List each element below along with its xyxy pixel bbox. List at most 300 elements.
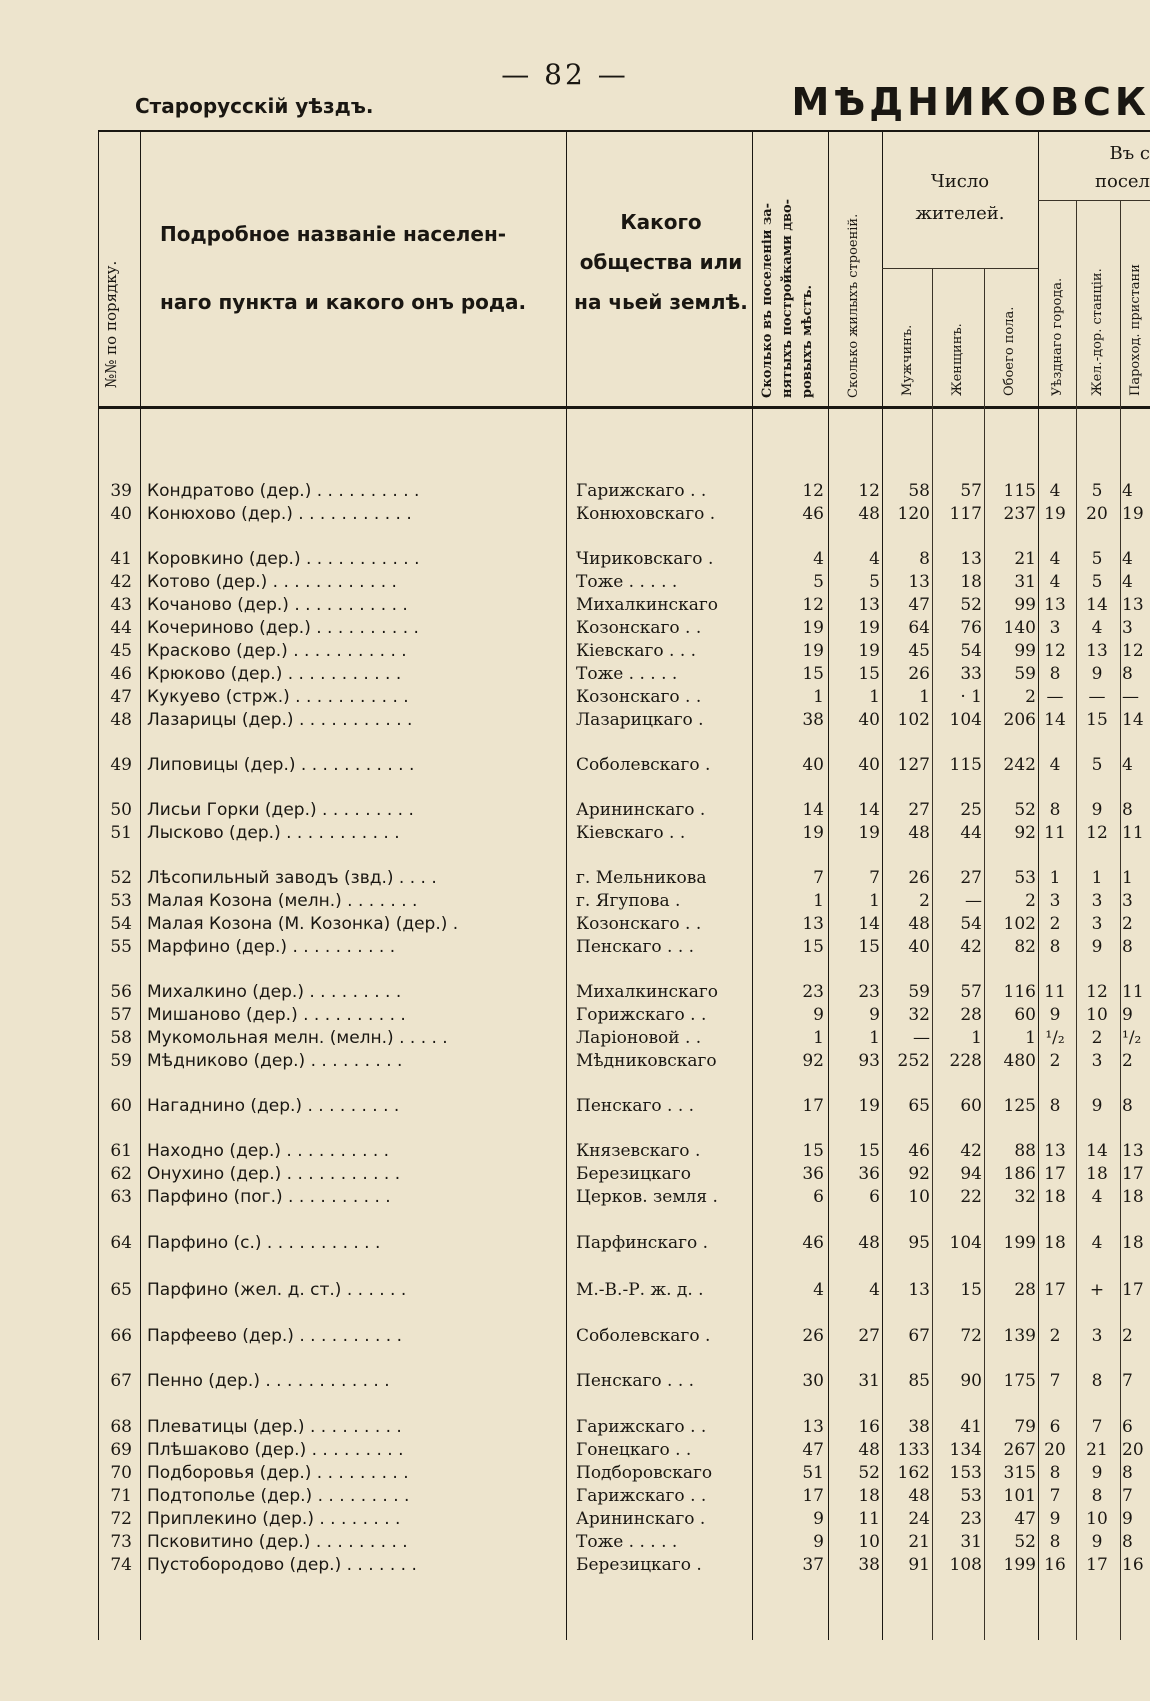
row-distance-town: 8 (1049, 1096, 1061, 1116)
table-row (0, 686, 1150, 708)
row-number: 74 (110, 1555, 132, 1575)
row-female: 54 (960, 641, 982, 661)
row-distance-pier: 8 (1122, 1463, 1133, 1483)
row-distance-town: 11 (1044, 823, 1066, 843)
row-society: Гарижскаго . . (576, 481, 707, 501)
row-yards: 46 (802, 1233, 824, 1253)
row-distance-rail: 12 (1086, 982, 1108, 1002)
table-header-rule (98, 406, 1150, 409)
row-distance-rail: 10 (1086, 1005, 1108, 1025)
row-distance-town: 9 (1049, 1005, 1061, 1025)
row-number: 69 (110, 1440, 132, 1460)
row-distance-rail: + (1089, 1280, 1105, 1300)
table-row (0, 640, 1150, 662)
row-distance-pier: 9 (1122, 1509, 1133, 1529)
row-female: 53 (960, 1486, 982, 1506)
row-name: Нагаднино (дер.) . . . . . . . . . (147, 1096, 400, 1116)
row-female: 104 (949, 1233, 982, 1253)
row-male: 13 (908, 1280, 930, 1300)
row-name: Кондратово (дер.) . . . . . . . . . . (147, 481, 420, 501)
row-both: 53 (1014, 868, 1036, 888)
row-number: 70 (110, 1463, 132, 1483)
row-distance-pier: 2 (1122, 914, 1133, 934)
row-both: 140 (1003, 618, 1036, 638)
row-distance-rail: 5 (1091, 755, 1103, 775)
row-distance-rail: 18 (1086, 1164, 1108, 1184)
table-row (0, 480, 1150, 502)
row-distance-town: 2 (1049, 1326, 1061, 1346)
row-name: Кочериново (дер.) . . . . . . . . . . (147, 618, 419, 638)
row-distance-town: 4 (1049, 572, 1061, 592)
row-distance-town: 4 (1049, 755, 1061, 775)
row-name: Мишаново (дер.) . . . . . . . . . . (147, 1005, 406, 1025)
row-name: Пенно (дер.) . . . . . . . . . . . . (147, 1371, 390, 1391)
row-both: 92 (1014, 823, 1036, 843)
table-row (0, 1554, 1150, 1576)
row-distance-rail: 7 (1091, 1417, 1103, 1437)
row-number: 40 (110, 504, 132, 524)
row-houses: 9 (869, 1005, 880, 1025)
header-number-label: №№ по порядку. (102, 260, 120, 388)
row-houses: 16 (858, 1417, 880, 1437)
table-row (0, 1279, 1150, 1301)
row-distance-rail: 14 (1086, 595, 1108, 615)
table-row (0, 1416, 1150, 1438)
row-number: 59 (110, 1051, 132, 1071)
row-female: 18 (960, 572, 982, 592)
row-female: 22 (960, 1187, 982, 1207)
row-number: 63 (110, 1187, 132, 1207)
row-name: Кочаново (дер.) . . . . . . . . . . . (147, 595, 408, 615)
table-row (0, 1186, 1150, 1208)
row-yards: 1 (813, 891, 824, 911)
row-distance-rail: 8 (1091, 1371, 1103, 1391)
row-name: Марфино (дер.) . . . . . . . . . . (147, 937, 396, 957)
header-name-line2: наго пункта и какого онъ рода. (160, 290, 527, 314)
row-society: Пенскаго . . . (576, 1371, 695, 1391)
row-name: Плеватицы (дер.) . . . . . . . . . (147, 1417, 402, 1437)
row-female: 13 (960, 549, 982, 569)
table-row (0, 1140, 1150, 1162)
row-yards: 19 (802, 641, 824, 661)
row-female: 60 (960, 1096, 982, 1116)
row-name: Лазарицы (дер.) . . . . . . . . . . . (147, 710, 413, 730)
page-number: — 82 — (501, 58, 629, 91)
table-row (0, 867, 1150, 889)
row-female: 41 (960, 1417, 982, 1437)
row-distance-town: 13 (1044, 1141, 1066, 1161)
row-distance-pier: 12 (1122, 641, 1144, 661)
row-both: 2 (1025, 891, 1036, 911)
row-name: Коровкино (дер.) . . . . . . . . . . . (147, 549, 420, 569)
row-houses: 14 (858, 800, 880, 820)
row-female: 54 (960, 914, 982, 934)
header-inhabitants (884, 166, 1036, 230)
row-number: 51 (110, 823, 132, 843)
row-number: 62 (110, 1164, 132, 1184)
row-houses: 14 (858, 914, 880, 934)
row-male: 120 (897, 504, 930, 524)
row-yards: 13 (802, 914, 824, 934)
table-row (0, 1163, 1150, 1185)
row-distance-pier: 4 (1122, 572, 1133, 592)
row-distance-rail: 5 (1091, 481, 1103, 501)
table-row (0, 503, 1150, 525)
row-houses: 7 (869, 868, 880, 888)
row-female: 153 (949, 1463, 982, 1483)
row-male: 24 (908, 1509, 930, 1529)
row-number: 58 (110, 1028, 132, 1048)
row-society: Тоже . . . . . (576, 664, 678, 684)
row-yards: 1 (813, 1028, 824, 1048)
table-row (0, 709, 1150, 731)
row-society: Михалкинскаго (576, 982, 718, 1002)
row-distance-rail: 10 (1086, 1509, 1108, 1529)
row-male: 27 (908, 800, 930, 820)
row-male: 59 (908, 982, 930, 1002)
row-distance-rail: 1 (1091, 868, 1103, 888)
row-distance-pier: 9 (1122, 1005, 1133, 1025)
row-society: Арининскаго . (576, 1509, 706, 1529)
row-both: 99 (1014, 595, 1036, 615)
row-number: 47 (110, 687, 132, 707)
row-society: Арининскаго . (576, 800, 706, 820)
row-houses: 1 (869, 1028, 880, 1048)
row-male: 95 (908, 1233, 930, 1253)
row-houses: 38 (858, 1555, 880, 1575)
row-name: Парфино (с.) . . . . . . . . . . . (147, 1233, 381, 1253)
row-distance-pier: 4 (1122, 549, 1133, 569)
row-distance-pier: 8 (1122, 1532, 1133, 1552)
table-row (0, 1232, 1150, 1254)
row-houses: 19 (858, 1096, 880, 1116)
row-distance-pier: 3 (1122, 618, 1133, 638)
row-female: 72 (960, 1326, 982, 1346)
header-to-pier (1124, 206, 1150, 402)
row-number: 64 (110, 1233, 132, 1253)
row-distance-pier: — (1122, 687, 1139, 707)
row-houses: 19 (858, 823, 880, 843)
row-name: Котово (дер.) . . . . . . . . . . . . (147, 572, 397, 592)
row-number: 48 (110, 710, 132, 730)
row-houses: 13 (858, 595, 880, 615)
row-distance-town: 8 (1049, 1532, 1061, 1552)
row-yards: 38 (802, 710, 824, 730)
row-distance-town: 14 (1044, 710, 1066, 730)
row-male: 21 (908, 1532, 930, 1552)
row-female: 104 (949, 710, 982, 730)
row-distance-pier: 18 (1122, 1233, 1144, 1253)
row-society: г. Ягупова . (576, 891, 681, 911)
row-society: Пенскаго . . . (576, 937, 695, 957)
header-society-line3: на чьей землѣ. (574, 290, 748, 314)
row-female: 134 (949, 1440, 982, 1460)
row-male: 10 (908, 1187, 930, 1207)
header-yards-line3: ровыхъ мѣстъ. (800, 285, 815, 398)
row-society: Конюховскаго . (576, 504, 716, 524)
row-male: 32 (908, 1005, 930, 1025)
row-distance-pier: 17 (1122, 1164, 1144, 1184)
row-both: 267 (1003, 1440, 1036, 1460)
row-both: 206 (1003, 710, 1036, 730)
table-row (0, 1027, 1150, 1049)
row-society: Соболевскаго . (576, 1326, 711, 1346)
row-distance-rail: 3 (1091, 1326, 1103, 1346)
row-yards: 26 (802, 1326, 824, 1346)
row-number: 56 (110, 982, 132, 1002)
row-distance-town: 3 (1049, 891, 1061, 911)
row-number: 73 (110, 1532, 132, 1552)
row-name: Псковитино (дер.) . . . . . . . . . (147, 1532, 408, 1552)
row-name: Липовицы (дер.) . . . . . . . . . . . (147, 755, 415, 775)
row-distance-rail: 9 (1091, 664, 1103, 684)
row-distance-pier: ¹/₂ (1122, 1028, 1142, 1048)
row-distance-town: 6 (1049, 1417, 1061, 1437)
row-yards: 36 (802, 1164, 824, 1184)
row-distance-pier: 8 (1122, 937, 1133, 957)
row-female: 15 (960, 1280, 982, 1300)
row-name: Мѣдниково (дер.) . . . . . . . . . (147, 1051, 403, 1071)
row-houses: 19 (858, 618, 880, 638)
row-society: Лазарицкаго . (576, 710, 704, 730)
row-distance-rail: 4 (1091, 1187, 1103, 1207)
row-name: Красково (дер.) . . . . . . . . . . . (147, 641, 407, 661)
row-houses: 15 (858, 664, 880, 684)
row-male: 91 (908, 1555, 930, 1575)
row-society: Кіевскаго . . (576, 823, 686, 843)
header-yards-line1: Сколько въ поселеніи за- (760, 202, 775, 398)
row-distance-pier: 3 (1122, 891, 1133, 911)
row-houses: 48 (858, 1233, 880, 1253)
row-distance-pier: 17 (1122, 1280, 1144, 1300)
row-distance-rail: 13 (1086, 641, 1108, 661)
row-male: 127 (897, 755, 930, 775)
table-row (0, 799, 1150, 821)
row-houses: 12 (858, 481, 880, 501)
row-name: Малая Козона (мелн.) . . . . . . . (147, 891, 418, 911)
row-distance-town: 1 (1049, 868, 1061, 888)
header-inhabitants-line2: жителей. (915, 203, 1005, 224)
row-distance-rail: 9 (1091, 937, 1103, 957)
row-male: 38 (908, 1417, 930, 1437)
table-row (0, 1004, 1150, 1026)
row-distance-town: 16 (1044, 1555, 1066, 1575)
row-distance-rail: 4 (1091, 1233, 1103, 1253)
row-both: 47 (1014, 1509, 1036, 1529)
row-society: Князевскаго . (576, 1141, 701, 1161)
row-both: 31 (1014, 572, 1036, 592)
row-female: 228 (949, 1051, 982, 1071)
row-distance-town: 8 (1049, 664, 1061, 684)
row-distance-pier: 18 (1122, 1187, 1144, 1207)
row-distance-town: ¹/₂ (1045, 1028, 1065, 1048)
row-society: М.-В.-Р. ж. д. . (576, 1280, 704, 1300)
row-society: Тоже . . . . . (576, 572, 678, 592)
district-title: Старорусскій уѣздъ. (135, 94, 374, 118)
row-distance-rail: 2 (1091, 1028, 1103, 1048)
row-name: Крюково (дер.) . . . . . . . . . . . (147, 664, 402, 684)
row-number: 53 (110, 891, 132, 911)
row-both: 99 (1014, 641, 1036, 661)
row-distance-pier: 20 (1122, 1440, 1144, 1460)
row-both: 315 (1003, 1463, 1036, 1483)
row-yards: 5 (813, 572, 824, 592)
row-distance-pier: 6 (1122, 1417, 1133, 1437)
row-yards: 4 (813, 549, 824, 569)
row-houses: 36 (858, 1164, 880, 1184)
table-row (0, 822, 1150, 844)
row-distance-pier: 7 (1122, 1486, 1133, 1506)
row-male: 13 (908, 572, 930, 592)
row-both: 28 (1014, 1280, 1036, 1300)
row-yards: 12 (802, 595, 824, 615)
header-both (990, 272, 1030, 402)
row-number: 67 (110, 1371, 132, 1391)
row-both: 102 (1003, 914, 1036, 934)
row-society: Козонскаго . . (576, 914, 702, 934)
row-distance-town: 18 (1044, 1187, 1066, 1207)
row-society: Гонецкаго . . (576, 1440, 692, 1460)
row-distance-rail: 12 (1086, 823, 1108, 843)
row-female: 42 (960, 937, 982, 957)
row-distance-town: 18 (1044, 1233, 1066, 1253)
table-row (0, 1095, 1150, 1117)
row-distance-rail: 20 (1086, 504, 1108, 524)
header-to-rail (1080, 206, 1118, 402)
row-houses: 11 (858, 1509, 880, 1529)
row-houses: 1 (869, 891, 880, 911)
row-number: 55 (110, 937, 132, 957)
row-yards: 17 (802, 1096, 824, 1116)
row-distance-rail: — (1088, 687, 1106, 707)
row-distance-rail: 4 (1091, 618, 1103, 638)
table-row (0, 1485, 1150, 1507)
table-top-rule (98, 130, 1150, 132)
row-houses: 19 (858, 641, 880, 661)
row-male: 45 (908, 641, 930, 661)
row-female: · 1 (960, 687, 982, 707)
row-society: Березицкаго . (576, 1555, 702, 1575)
row-both: 101 (1003, 1486, 1036, 1506)
row-number: 44 (110, 618, 132, 638)
row-name: Приплекино (дер.) . . . . . . . . (147, 1509, 401, 1529)
header-society-line1: Какого (620, 210, 702, 234)
row-name: Парфеево (дер.) . . . . . . . . . . (147, 1326, 403, 1346)
row-society: Тоже . . . . . (576, 1532, 678, 1552)
row-name: Онухино (дер.) . . . . . . . . . . . (147, 1164, 401, 1184)
row-distance-pier: 8 (1122, 1096, 1133, 1116)
row-yards: 12 (802, 481, 824, 501)
header-society (572, 202, 750, 322)
header-to-pier-label: Пароход. пристани (1128, 264, 1143, 396)
row-society: Церков. земля . (576, 1187, 718, 1207)
row-distance-town: 7 (1049, 1486, 1061, 1506)
header-distance (1040, 140, 1150, 196)
table-row (0, 1325, 1150, 1347)
row-yards: 9 (813, 1509, 824, 1529)
row-yards: 9 (813, 1005, 824, 1025)
row-male: 65 (908, 1096, 930, 1116)
row-distance-town: 3 (1049, 618, 1061, 638)
row-name: Конюхово (дер.) . . . . . . . . . . . (147, 504, 412, 524)
row-distance-rail: 9 (1091, 800, 1103, 820)
row-male: 40 (908, 937, 930, 957)
row-name: Подборовья (дер.) . . . . . . . . . (147, 1463, 409, 1483)
row-society: Березицкаго (576, 1164, 691, 1184)
row-society: г. Мельникова (576, 868, 707, 888)
row-female: — (965, 891, 982, 911)
row-distance-town: 2 (1049, 914, 1061, 934)
header-male (888, 272, 928, 402)
header-both-label: Обоего пола. (1002, 306, 1017, 396)
row-female: 1 (971, 1028, 982, 1048)
row-distance-rail: 14 (1086, 1141, 1108, 1161)
table-row (0, 663, 1150, 685)
row-yards: 6 (813, 1187, 824, 1207)
row-name: Находно (дер.) . . . . . . . . . . (147, 1141, 390, 1161)
row-both: 52 (1014, 800, 1036, 820)
row-male: 162 (897, 1463, 930, 1483)
row-both: 1 (1025, 1028, 1036, 1048)
row-society: Горижскаго . . (576, 1005, 707, 1025)
row-male: 26 (908, 664, 930, 684)
row-female: 90 (960, 1371, 982, 1391)
header-to-town (1042, 206, 1074, 402)
row-yards: 92 (802, 1051, 824, 1071)
row-both: 21 (1014, 549, 1036, 569)
row-houses: 4 (869, 1280, 880, 1300)
row-male: 252 (897, 1051, 930, 1071)
row-distance-town: — (1046, 687, 1064, 707)
row-distance-pier: 2 (1122, 1326, 1133, 1346)
row-number: 68 (110, 1417, 132, 1437)
row-houses: 40 (858, 755, 880, 775)
table-row (0, 936, 1150, 958)
header-name (160, 214, 560, 322)
row-female: 57 (960, 481, 982, 501)
row-number: 49 (110, 755, 132, 775)
row-distance-pier: 14 (1122, 710, 1144, 730)
row-houses: 15 (858, 1141, 880, 1161)
row-distance-rail: 21 (1086, 1440, 1108, 1460)
row-society: Парфинскаго . (576, 1233, 709, 1253)
row-number: 61 (110, 1141, 132, 1161)
header-subrule (1038, 200, 1150, 201)
row-female: 27 (960, 868, 982, 888)
row-distance-pier: 8 (1122, 664, 1133, 684)
row-yards: 23 (802, 982, 824, 1002)
row-yards: 15 (802, 664, 824, 684)
table-row (0, 548, 1150, 570)
row-both: 242 (1003, 755, 1036, 775)
row-male: 26 (908, 868, 930, 888)
row-female: 42 (960, 1141, 982, 1161)
row-name: Парфино (пог.) . . . . . . . . . . (147, 1187, 391, 1207)
header-subrule (882, 268, 1038, 269)
header-houses (830, 136, 880, 402)
row-distance-pier: 2 (1122, 1051, 1133, 1071)
row-distance-town: 2 (1049, 1051, 1061, 1071)
row-distance-town: 19 (1044, 504, 1066, 524)
row-society: Соболевскаго . (576, 755, 711, 775)
row-society: Чириковскаго . (576, 549, 714, 569)
row-both: 139 (1003, 1326, 1036, 1346)
row-yards: 9 (813, 1532, 824, 1552)
row-male: 46 (908, 1141, 930, 1161)
header-houses-label: Сколько жилыхъ строеній. (846, 213, 861, 398)
row-houses: 6 (869, 1187, 880, 1207)
row-male: 8 (919, 549, 930, 569)
